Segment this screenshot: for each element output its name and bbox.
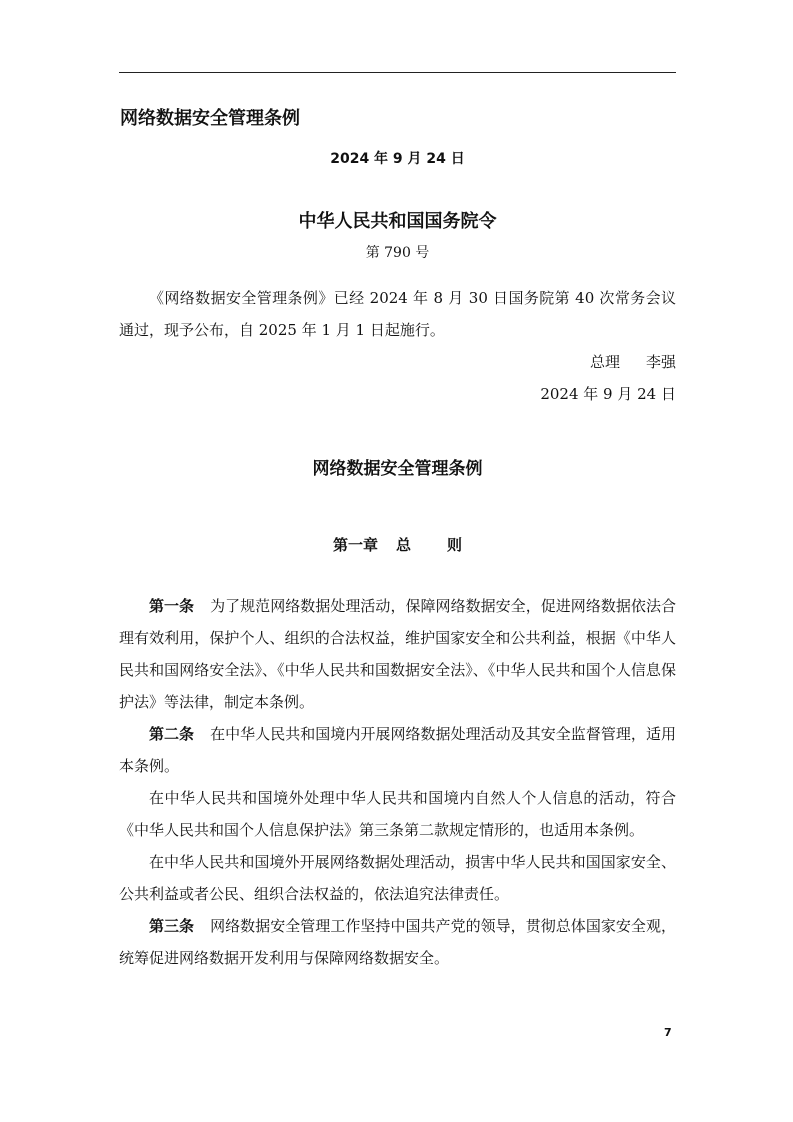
order-number: 第 790 号: [365, 245, 430, 261]
articles-block: [119, 590, 676, 974]
issue-date: 2024 年 9 月 24 日: [330, 151, 465, 167]
order-title: 中华人民共和国国务院令: [298, 211, 497, 232]
article-2-label: 第二条: [149, 725, 195, 743]
article-1-text: 为了规范网络数据处理活动，保障网络数据安全，促进网络数据依法合理有效利用，保护个人、组织的合法权益，维护国家安全和公共利益，根据《中华人民共和国网络安全法》、《中华人民共和国数据安全法》、《中华人民共和国个人信息保护法》等法律，制定本条例。: [119, 597, 676, 711]
chapter-title-part1: 总: [395, 536, 411, 554]
signature-name: 李强: [645, 353, 676, 371]
chapter-number: 第一章: [332, 536, 378, 554]
regulation-title: 网络数据安全管理条例: [312, 459, 483, 479]
page-number: 7: [664, 1026, 672, 1039]
article-2-paragraph-3: 在中华人民共和国境外开展网络数据处理活动，损害中华人民共和国国家安全、公共利益或者公民、组织合法权益的，依法追究法律责任。: [119, 853, 676, 903]
article-1: [119, 590, 676, 718]
header-rule: [119, 72, 676, 73]
signature: [119, 346, 676, 378]
signature-role: 总理: [589, 353, 620, 371]
chapter-title-part2: 则: [447, 536, 463, 554]
article-3: [119, 910, 676, 974]
promulgation-block: [119, 282, 676, 410]
running-title: 网络数据安全管理条例: [120, 108, 300, 129]
article-3-label: 第三条: [149, 917, 195, 935]
article-3-text: 网络数据安全管理工作坚持中国共产党的领导，贯彻总体国家安全观，统筹促进网络数据开发利用与保障网络数据安全。: [119, 917, 676, 967]
signature-date: 2024 年 9 月 24 日: [540, 385, 676, 403]
article-1-label: 第一条: [149, 597, 195, 615]
chapter-heading: [119, 534, 676, 555]
article-2-text: 在中华人民共和国境内开展网络数据处理活动及其安全监督管理，适用本条例。: [119, 725, 676, 775]
article-2: [119, 718, 676, 782]
article-2-paragraph-2: 在中华人民共和国境外处理中华人民共和国境内自然人个人信息的活动，符合《中华人民共和国个人信息保护法》第三条第二款规定情形的，也适用本条例。: [119, 789, 676, 839]
promulgation-text: 《网络数据安全管理条例》已经 2024 年 8 月 30 日国务院第 40 次常务会议通过，现予公布，自 2025 年 1 月 1 日起施行。: [119, 289, 676, 339]
